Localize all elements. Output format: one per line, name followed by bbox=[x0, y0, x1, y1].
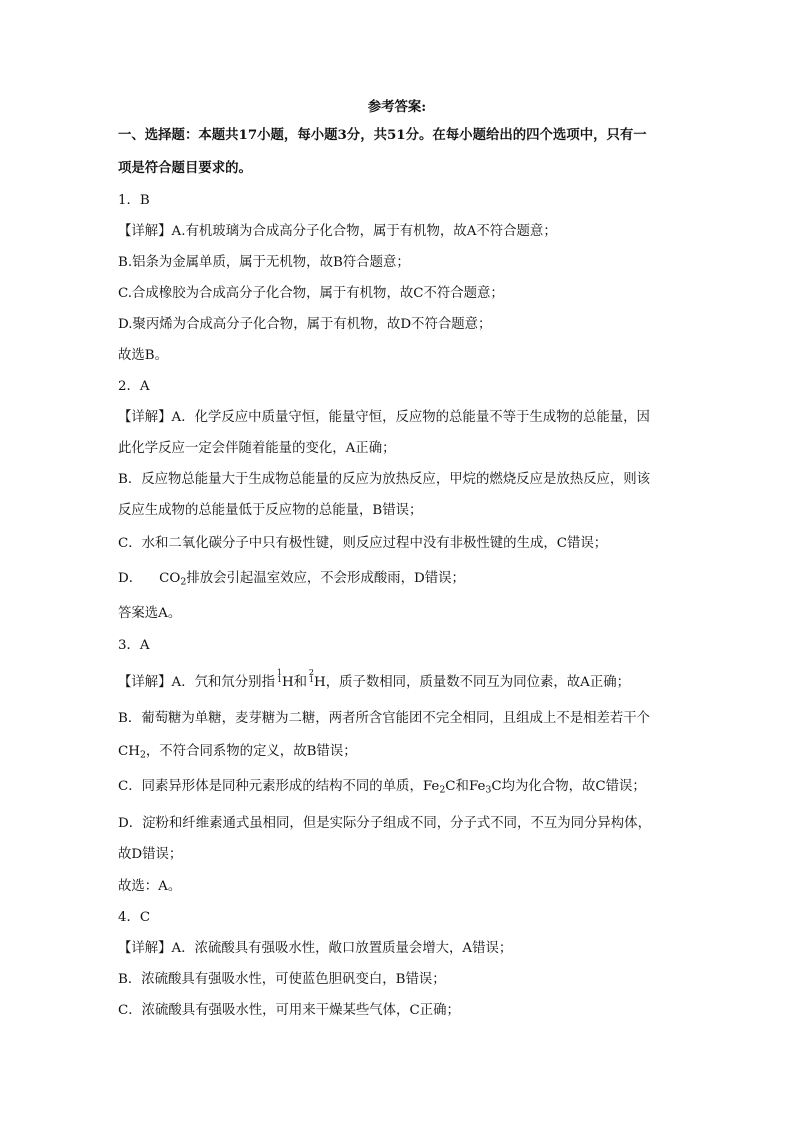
q3-h2-atomic: 1 bbox=[308, 675, 315, 685]
q3-h2-mass: 2 bbox=[308, 668, 315, 678]
q3-option-d2: 故D错误； bbox=[118, 847, 183, 862]
q3-a-rest: ，质子数相同，质量数不同互为同位素，故A正确； bbox=[325, 675, 630, 690]
q2-d-co: CO bbox=[159, 571, 181, 586]
q3-isotope-prefix-2 bbox=[307, 668, 315, 686]
q4-detail-a: 【详解】A．浓硫酸具有强吸水性，敞口放置质量会增大，A错误； bbox=[118, 941, 513, 956]
q2-option-b1: B．反应物总能量大于生成物总能量的反应为放热反应，甲烷的燃烧反应是放热反应，则该 bbox=[118, 472, 651, 487]
q3-detail-a bbox=[118, 668, 630, 690]
q3-h1-mass: 1 bbox=[276, 668, 282, 678]
section-heading-line2: 项是符合题目要求的。 bbox=[118, 160, 252, 176]
q3-c-fe: Fe bbox=[422, 779, 440, 794]
section-heading-line1: 一、选择题：本题共17小题，每小题3分，共51分。在每小题给出的四个选项中，只有一 bbox=[118, 127, 647, 143]
q3-c-fe-subscript-2: 2 bbox=[439, 784, 446, 796]
q3-c-rest: 均为化合物，故C错误； bbox=[501, 779, 646, 794]
q3-conclusion: 故选：A。 bbox=[118, 879, 182, 894]
q2-d-rest: 排放会引起温室效应，不会形成酸雨，D错误； bbox=[186, 571, 465, 586]
q2-detail-a2: 此化学反应一定会伴随着能量的变化，A正确； bbox=[118, 441, 396, 456]
q3-b2-rest: ，不符合同系物的定义，故B错误； bbox=[145, 744, 357, 759]
q1-conclusion: 故选B。 bbox=[118, 348, 169, 363]
q3-c-c1: C bbox=[445, 779, 456, 794]
q2-option-c: C．水和二氧化碳分子中只有极性键，则反应过程中没有非极性键的生成，C错误； bbox=[118, 536, 608, 551]
q3-h1-atomic: 1 bbox=[276, 675, 282, 685]
q3-option-b2 bbox=[118, 740, 357, 759]
q3-c-fe3: Fe bbox=[468, 779, 486, 794]
q3-isotope-prefix-1 bbox=[275, 668, 282, 686]
q3-b2-subscript: 2 bbox=[139, 749, 146, 761]
q3-c-and: 和 bbox=[455, 779, 469, 794]
q2-detail-a1: 【详解】A．化学反应中质量守恒，能量守恒，反应物的总能量不等于生成物的总能量，因 bbox=[118, 410, 650, 425]
q2-conclusion: 答案选A。 bbox=[118, 606, 182, 621]
q3-b2-ch: CH bbox=[118, 744, 140, 759]
q2-d-co-subscript: 2 bbox=[180, 576, 187, 588]
q4-option-b: B．浓硫酸具有强吸水性，可使蓝色胆矾变白，B错误； bbox=[118, 972, 446, 987]
page-title: 参考答案: bbox=[367, 99, 427, 115]
q3-a-and: 和 bbox=[293, 675, 308, 690]
q1-option-c: C.合成橡胶为合成高分子化合物，属于有机物，故C不符合题意； bbox=[118, 286, 504, 301]
q3-option-c bbox=[118, 775, 646, 794]
q2-d-prefix: D． bbox=[118, 571, 143, 586]
q3-option-d1: D．淀粉和纤维素通式虽相同，但是实际分子组成不同，分子式不同，不互为同分异构体， bbox=[118, 816, 651, 831]
q1-option-b: B.铝条为金属单质，属于无机物，故B符合题意； bbox=[118, 255, 410, 270]
q1-option-d: D.聚丙烯为合成高分子化合物，属于有机物，故D不符合题意； bbox=[118, 317, 492, 332]
q3-a-prefix: 【详解】A．氕和氘分别指 bbox=[118, 675, 275, 690]
q4-number: 4．C bbox=[118, 910, 151, 925]
q4-option-c: C．浓硫酸具有强吸水性，可用来干燥某些气体，C正确； bbox=[118, 1003, 460, 1018]
q1-number: 1．B bbox=[118, 193, 150, 208]
q2-option-d bbox=[118, 567, 465, 586]
q3-c-prefix: C．同素异形体是同种元素形成的结构不同的单质， bbox=[118, 779, 423, 794]
q3-c-fe-subscript-3: 3 bbox=[485, 784, 492, 796]
q3-c-c2: C bbox=[491, 779, 502, 794]
q3-h1: H bbox=[281, 675, 294, 690]
q2-option-b2: 反应生成物的总能量低于反应物的总能量，B错误； bbox=[118, 503, 423, 518]
q3-h2: H bbox=[314, 675, 326, 690]
q1-detail: 【详解】A.有机玻璃为合成高分子化合物，属于有机物，故A不符合题意； bbox=[118, 224, 557, 239]
q2-number: 2．A bbox=[118, 379, 150, 394]
q3-number: 3．A bbox=[118, 638, 150, 653]
q3-option-b1: B．葡萄糖为单糖，麦芽糖为二糖，两者所含官能团不完全相同，且组成上不是相差若干个 bbox=[118, 711, 651, 726]
